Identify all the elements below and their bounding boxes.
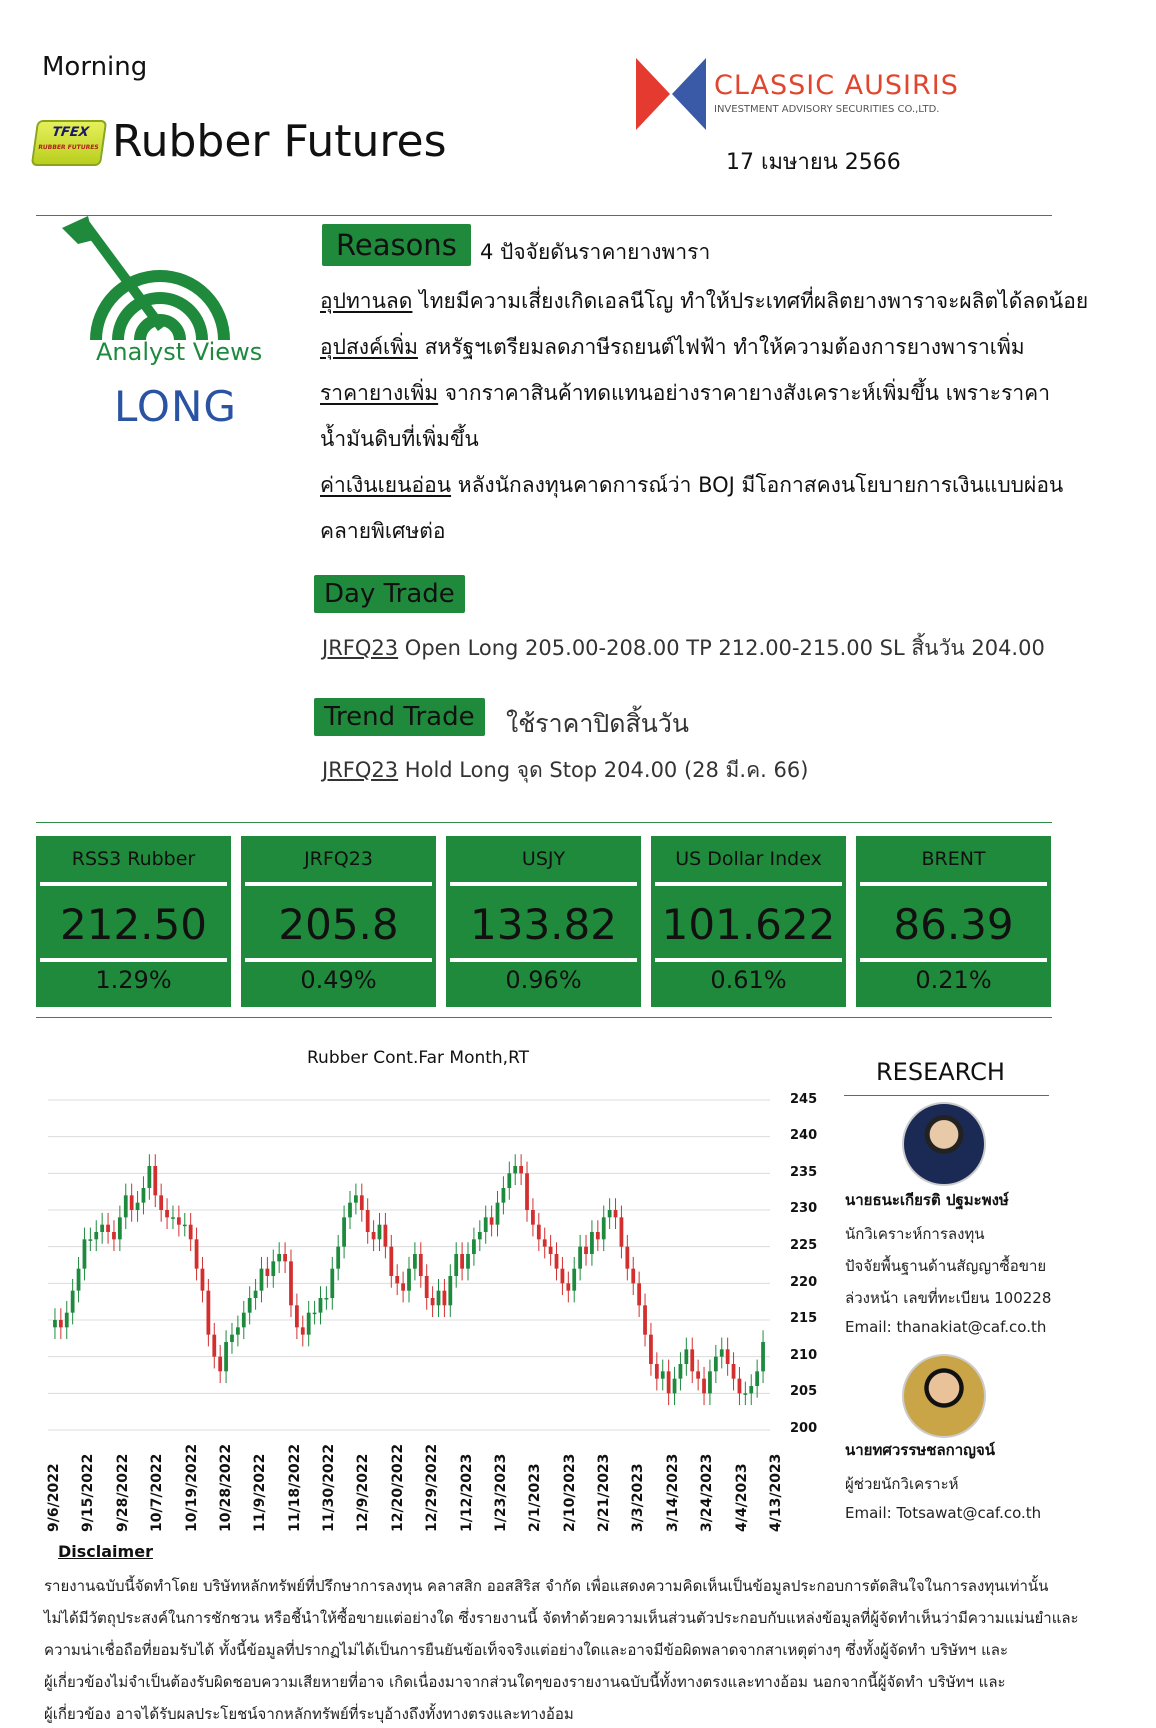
y-tick-225: 225 (790, 1238, 818, 1253)
quote-label: RSS3 Rubber (71, 848, 196, 870)
disclaimer-line: ผู้เกี่ยวข้อง อาจได้รับผลประโยชน์จากหลักทรัพย์ที่ระบุอ้างถึงทั้งทางตรงและทางอ้อม (44, 1705, 574, 1723)
quote-label: BRENT (921, 848, 986, 870)
candle-body (319, 1298, 323, 1313)
trend-trade-tag: Trend Trade (314, 698, 485, 736)
candle-body (537, 1225, 541, 1240)
candle-body (283, 1254, 287, 1261)
candle-body (690, 1349, 694, 1371)
reason-text: หลังนักลงทุนคาดการณ์ว่า BOJ มีโอกาสคงนโยบายการเงินแบบผ่อน (451, 473, 1064, 497)
researcher-2-role: ผู้ช่วยนักวิเคราะห์ (845, 1475, 959, 1493)
candle-body (218, 1357, 222, 1372)
x-tick-label: 9/6/2022 (46, 1463, 62, 1532)
researcher-1-desc: ปัจจัยพื้นฐานด้านสัญญาซื้อขาย (845, 1257, 1047, 1275)
candle-body (395, 1276, 399, 1283)
candle-body (142, 1188, 146, 1203)
candle-body (360, 1195, 364, 1210)
candle-body (372, 1232, 376, 1239)
candle-body (649, 1335, 653, 1364)
candle-body (620, 1217, 624, 1246)
candle-body (189, 1225, 193, 1240)
quote-label: USJY (521, 848, 566, 870)
quote-change: 1.29% (95, 966, 172, 994)
reason-text: จากราคาสินค้าทดแทนอย่างราคายางสังเคราะห์เพิ่มขึ้น เพราะราคา (438, 381, 1050, 405)
candle-body (743, 1393, 747, 1395)
researcher-1-role: นักวิเคราะห์การลงทุน (845, 1225, 985, 1243)
candle-body (614, 1210, 618, 1217)
candle-body (289, 1261, 293, 1305)
x-tick-label: 3/24/2023 (699, 1453, 716, 1532)
x-tick-label: 11/9/2022 (252, 1453, 269, 1532)
researcher-2-name: นายทศวรรษชลกาญจน์ (845, 1441, 995, 1459)
x-tick-label: 4/13/2023 (768, 1453, 784, 1532)
candle-body (738, 1379, 742, 1394)
candle-body (661, 1371, 665, 1378)
x-tick-label: 9/15/2022 (80, 1453, 97, 1532)
analyst-views-label: Analyst Views (96, 338, 263, 366)
candle-body (295, 1305, 299, 1327)
avatar (902, 1102, 986, 1186)
candle-body (419, 1254, 423, 1276)
x-tick-label: 12/9/2022 (355, 1453, 372, 1532)
x-tick-label: 1/12/2023 (458, 1453, 475, 1532)
quote-label: US Dollar Index (675, 848, 822, 870)
candle-body (596, 1232, 600, 1239)
reason-text: น้ำมันดิบที่เพิ่มขึ้น (320, 427, 479, 451)
candle-body (348, 1203, 352, 1218)
day-trade-symbol: JRFQ23 (322, 636, 399, 660)
candle-body (531, 1210, 535, 1225)
candle-body (590, 1232, 594, 1254)
candle-body (490, 1217, 494, 1224)
candle-body (543, 1239, 547, 1246)
tfex-logo-text: TFEX (51, 125, 90, 140)
candle-body (330, 1269, 334, 1298)
candle-body (720, 1349, 724, 1356)
candle-body (655, 1364, 659, 1379)
candle-body (254, 1291, 258, 1298)
candle-body (584, 1247, 588, 1254)
quote-change: 0.21% (915, 966, 992, 994)
candle-body (702, 1379, 706, 1394)
quote-value: 86.39 (893, 900, 1014, 949)
researcher-2-email[interactable]: Email: Totsawat@caf.co.th (845, 1504, 1042, 1522)
candle-body (71, 1291, 75, 1313)
candle-body (667, 1371, 671, 1393)
x-tick-label: 9/28/2022 (114, 1453, 131, 1532)
candle-body (112, 1232, 116, 1239)
candle-body (454, 1254, 458, 1276)
morning-label: Morning (42, 52, 148, 82)
day-trade-text: Open Long 205.00-208.00 TP 212.00-215.00 SL สิ้นวัน 204.00 (398, 636, 1045, 660)
candle-body (118, 1217, 122, 1239)
candle-body (643, 1305, 647, 1334)
candle-body (696, 1371, 700, 1378)
reason-key: อุปสงค์เพิ่ม (320, 335, 418, 359)
candle-body (313, 1313, 317, 1315)
candle-body (401, 1283, 405, 1290)
reason-text: คลายพิเศษต่อ (320, 519, 446, 543)
candle-body (201, 1269, 205, 1291)
disclaimer-line: ความน่าเชื่อถือที่ยอมรับได้ ทั้งนี้ข้อมูลที่ปรากฏไม่ได้เป็นการยืนยันข้อเท็จจริงแต่อย่างใดและอาจมีข้อผิดพลาดจากสาเหตุต่างๆ ซึ่งทั้งผู้จัดทำ บริษัทฯ และ (44, 1641, 1009, 1659)
y-tick-230: 230 (790, 1201, 818, 1216)
candle-body (378, 1225, 382, 1240)
candle-body (271, 1261, 275, 1276)
x-tick-label: 4/4/2023 (733, 1463, 750, 1532)
researcher-1-license: ล่วงหน้า เลขที่ทะเบียน 100228 (845, 1289, 1052, 1307)
candle-body (602, 1217, 606, 1239)
candle-body (407, 1269, 411, 1291)
disclaimer-line: ผู้เกี่ยวข้องไม่จำเป็นต้องรับผิดชอบความเสียหายที่อาจ เกิดเนื่องมาจากส่วนใดๆของรายงานฉบับนี้ทั้งทางตรงและทางอ้อม นอกจากนี้ผู้จัดทำ บริษัทฯ และ (44, 1673, 1006, 1691)
candle-body (472, 1239, 476, 1254)
candle-body (732, 1364, 736, 1379)
candle-body (525, 1173, 529, 1210)
candle-body (242, 1313, 246, 1328)
y-tick-200: 200 (790, 1421, 818, 1436)
candle-body (195, 1239, 199, 1268)
candle-body (460, 1254, 464, 1269)
candle-body (755, 1371, 759, 1386)
page-title: Rubber Futures (112, 116, 447, 167)
candle-body (77, 1269, 81, 1291)
candle-body (65, 1313, 69, 1328)
candle-body (549, 1247, 553, 1254)
candle-body (384, 1225, 388, 1247)
x-tick-label: 3/3/2023 (630, 1463, 647, 1532)
candle-body (561, 1269, 565, 1284)
candle-body (177, 1217, 181, 1224)
candle-body (631, 1269, 635, 1284)
candle-body (566, 1283, 570, 1290)
disclaimer-line: ไม่ได้มีวัตถุประสงค์ในการชักชวน หรือชี้นำให้ซื้อขายแต่อย่างใด ซึ่งรายงานนี้ จัดทำด้วยความเห็นส่วนตัวประกอบกับแหล่งข้อมูลที่ผู้จัดทำเห็นว่ามีความแม่นยำและ (44, 1609, 1079, 1627)
candle-body (159, 1195, 163, 1210)
disclaimer-line: รายงานฉบับนี้จัดทำโดย บริษัทหลักทรัพย์ที่ปรึกษาการลงทุน คลาสสิก ออสสิริส จำกัด เพื่อแสดงความคิดเห็นเป็นข้อมูลประกอบการตัดสินใจในการลงทุนเท่านั้น (44, 1577, 1049, 1595)
chart-title: Rubber Cont.Far Month,RT (307, 1048, 530, 1068)
candle-body (443, 1291, 447, 1306)
candle-body (265, 1269, 269, 1276)
candle-body (425, 1276, 429, 1298)
candle-body (236, 1327, 240, 1334)
candle-body (183, 1225, 187, 1227)
candle-body (171, 1217, 175, 1219)
trend-trade-note: ใช้ราคาปิดสิ้นวัน (506, 709, 689, 738)
candle-body (478, 1232, 482, 1239)
candle-body (578, 1247, 582, 1269)
candle-body (684, 1349, 688, 1364)
researcher-1-name: นายธนะเกียรติ ปฐมะพงษ์ (845, 1191, 1009, 1209)
candle-body (572, 1269, 576, 1291)
candle-body (366, 1210, 370, 1232)
y-tick-205: 205 (790, 1384, 818, 1399)
reason-key: ราคายางเพิ่ม (320, 381, 439, 405)
candle-body (124, 1195, 128, 1217)
x-tick-label: 10/19/2022 (183, 1443, 200, 1532)
reason-key: อุปทานลด (320, 289, 413, 313)
research-title: RESEARCH (876, 1058, 1005, 1086)
tfex-logo-subtext: RUBBER FUTURES (37, 144, 100, 151)
candle-body (224, 1342, 228, 1371)
candle-body (165, 1210, 169, 1217)
reason-text: ไทยมีความเสี่ยงเกิดเอลนีโญ ทำให้ประเทศที่ผลิตยางพาราจะผลิตได้ลดน้อย (412, 289, 1089, 313)
y-tick-210: 210 (790, 1348, 818, 1363)
x-tick-label: 1/23/2023 (492, 1453, 509, 1532)
candle-body (100, 1225, 104, 1232)
candle-body (136, 1203, 140, 1210)
candle-body (130, 1195, 134, 1210)
candle-body (248, 1298, 252, 1313)
reasons-title: 4 ปัจจัยดันราคายางพารา (480, 240, 711, 264)
candle-body (325, 1298, 329, 1300)
candle-body (502, 1188, 506, 1203)
candle-body (608, 1210, 612, 1217)
candle-body (673, 1379, 677, 1394)
candle-body (277, 1254, 281, 1261)
y-tick-220: 220 (790, 1275, 818, 1290)
quote-value: 205.8 (278, 900, 399, 949)
quote-change: 0.96% (505, 966, 582, 994)
candle-body (679, 1364, 683, 1379)
candle-body (88, 1239, 92, 1241)
candle-body (342, 1217, 346, 1246)
quote-change: 0.49% (300, 966, 377, 994)
candle-body (496, 1203, 500, 1225)
candle-body (749, 1386, 753, 1393)
researcher-1-email[interactable]: Email: thanakiat@caf.co.th (845, 1318, 1047, 1336)
y-tick-240: 240 (790, 1128, 818, 1143)
candle-body (354, 1195, 358, 1202)
candle-body (466, 1254, 470, 1269)
candle-body (230, 1335, 234, 1342)
x-tick-label: 2/10/2023 (561, 1453, 578, 1532)
y-tick-245: 245 (790, 1092, 818, 1107)
candle-body (448, 1276, 452, 1305)
candle-body (336, 1247, 340, 1269)
candle-body (301, 1327, 305, 1334)
candle-body (53, 1320, 57, 1327)
company-name: CLASSIC AUSIRIS (714, 70, 959, 101)
trend-trade-symbol: JRFQ23 (322, 758, 399, 782)
candle-body (484, 1217, 488, 1232)
candle-body (708, 1371, 712, 1393)
trend-trade-text: Hold Long จุด Stop 204.00 (28 มี.ค. 66) (398, 758, 809, 782)
x-tick-label: 11/18/2022 (286, 1443, 303, 1532)
candle-body (260, 1269, 264, 1291)
candle-body (389, 1247, 393, 1276)
day-trade-tag: Day Trade (314, 575, 465, 613)
candle-body (519, 1166, 523, 1173)
candle-body (106, 1225, 110, 1232)
research-underline (844, 1095, 1049, 1096)
x-tick-label: 2/1/2023 (527, 1463, 544, 1532)
report-date: 17 เมษายน 2566 (726, 150, 901, 175)
candle-body (625, 1247, 629, 1269)
candle-body (714, 1357, 718, 1372)
candle-body (153, 1166, 157, 1195)
quote-value: 133.82 (470, 900, 617, 949)
y-tick-235: 235 (790, 1165, 818, 1180)
candle-body (94, 1232, 98, 1239)
x-tick-label: 2/21/2023 (596, 1453, 613, 1532)
reasons-tag: Reasons (322, 224, 471, 266)
candle-body (761, 1342, 765, 1371)
x-tick-label: 11/30/2022 (321, 1443, 338, 1532)
candle-body (83, 1239, 87, 1268)
candle-body (437, 1291, 441, 1306)
chart-candles (53, 1154, 765, 1405)
candle-body (431, 1298, 435, 1305)
reason-key: ค่าเงินเยนอ่อน (320, 473, 452, 497)
candle-body (507, 1173, 511, 1188)
x-tick-label: 12/20/2022 (389, 1443, 406, 1532)
candle-body (59, 1320, 63, 1327)
reason-text: สหรัฐฯเตรียมลดภาษีรถยนต์ไฟฟ้า ทำให้ความต้องการยางพาราเพิ่ม (417, 335, 1025, 359)
candle-body (212, 1335, 216, 1357)
candle-body (206, 1291, 210, 1335)
x-tick-label: 10/7/2022 (149, 1453, 166, 1532)
analyst-view-signal: LONG (114, 382, 237, 431)
avatar (902, 1354, 986, 1438)
candle-body (555, 1254, 559, 1269)
candle-body (413, 1254, 417, 1269)
candle-body (726, 1349, 730, 1364)
company-subtitle: INVESTMENT ADVISORY SECURITIES CO.,LTD. (714, 104, 940, 115)
candle-body (307, 1313, 311, 1335)
x-tick-label: 12/29/2022 (424, 1443, 441, 1532)
quote-label: JRFQ23 (304, 848, 373, 870)
quote-change: 0.61% (710, 966, 787, 994)
candle-body (513, 1166, 517, 1173)
x-tick-label: 10/28/2022 (217, 1443, 234, 1532)
y-tick-215: 215 (790, 1311, 818, 1326)
candle-body (147, 1166, 151, 1188)
quote-value: 101.622 (661, 900, 836, 949)
candle-body (637, 1283, 641, 1305)
disclaimer-title: Disclaimer (58, 1542, 153, 1561)
quote-value: 212.50 (60, 900, 207, 949)
x-tick-label: 3/14/2023 (664, 1453, 681, 1532)
